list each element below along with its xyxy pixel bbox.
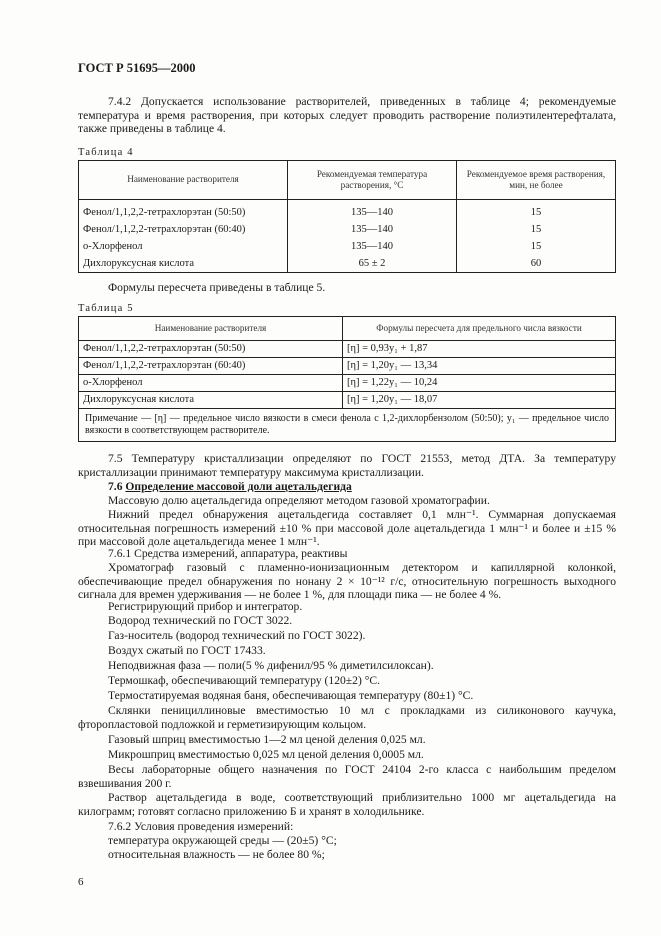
table-cell: [η] = 0,93y₁ + 1,87: [343, 341, 616, 358]
section-title: Определение массовой доли ацетальдегида: [125, 480, 352, 493]
table-cell: Фенол/1,1,2,2-тетрахлорэтан (50:50): [79, 341, 343, 358]
table-4-caption: Таблица 4: [78, 147, 134, 158]
table-note: Примечание — [η] — предельное число вязкости в смеси фенола с 1,2-дихлорбензолом (50:50); y₁ — предельное число вязкости в соответствующем растворителе.: [79, 409, 616, 442]
table-cell: [η] = 1,20y₁ — 18,07: [343, 392, 616, 409]
table-cell: Дихлоруксусная кислота: [79, 392, 343, 409]
paragraph: температура окружающей среды — (20±5) °С;: [108, 834, 337, 847]
table-cell: 65 ± 2: [288, 255, 457, 273]
table-cell: 135—140: [288, 221, 457, 238]
paragraph: Весы лабораторные общего назначения по ГОСТ 24104 2-го класса с наибольшим пределом взвешивания 200 г.: [78, 763, 616, 790]
table-cell: [η] = 1,20y₁ — 13,34: [343, 358, 616, 375]
paragraph: Водород технический по ГОСТ 3022.: [108, 614, 293, 627]
table-cell: о-Хлорфенол: [79, 375, 343, 392]
paragraph: Хроматограф газовый с пламенно-ионизационным детектором и капиллярной колонкой, обеспечивающие предел обнаружения по нонану 2 × 10⁻¹² г/с, относительную погрешность выходного сигнала для времен удерживания — не более 1 %, для площади пика — не более 4 %.: [78, 561, 616, 602]
table-header-cell: Формулы пересчета для предельного числа вязкости: [343, 317, 616, 341]
table-row: [79, 238, 616, 255]
paragraph: Газ-носитель (водород технический по ГОСТ 3022).: [108, 629, 366, 642]
paragraph: Массовую долю ацетальдегида определяют методом газовой хроматографии.: [108, 494, 490, 507]
table-row: [79, 358, 616, 375]
table-row: [79, 392, 616, 409]
table-cell: Фенол/1,1,2,2-тетрахлорэтан (50:50): [79, 200, 288, 222]
table-cell: 15: [457, 238, 616, 255]
table-cell: 15: [457, 200, 616, 222]
paragraph: Микрошприц вместимостью 0,025 мл ценой деления 0,0005 мл.: [108, 748, 424, 761]
table-5: [78, 316, 616, 442]
paragraph: Термошкаф, обеспечивающий температуру (120±2) °С.: [108, 674, 380, 687]
table-header-cell: Наименование растворителя: [79, 161, 288, 200]
paragraph-7-4-2: 7.4.2 Допускается использование растворителей, приведенных в таблице 4; рекомендуемые температура и время растворения, при которых следует проводить растворение полиэтилентерефталата, также приведены в таблице 4.: [78, 95, 616, 136]
section-number: 7.6: [108, 480, 123, 493]
paragraph: Воздух сжатый по ГОСТ 17433.: [108, 644, 266, 657]
paragraph: 7.6.2 Условия проведения измерений:: [108, 820, 294, 833]
paragraph: Нижний предел обнаружения ацетальдегида составляет 0,1 млн⁻¹. Суммарная допускаемая относительная погрешность измерений ±10 % при массовой доле ацетальдегида 1 млн⁻¹ и более и ±15 % при массовой доле ацетальдегида менее 1 млн⁻¹.: [78, 508, 616, 549]
paragraph: относительная влажность — не более 80 %;: [108, 848, 325, 861]
table-cell: 15: [457, 221, 616, 238]
paragraph: 7.6.1 Средства измерений, аппаратура, реактивы: [108, 547, 348, 560]
table-5-caption: Таблица 5: [78, 303, 134, 314]
paragraph-7-5: 7.5 Температуру кристаллизации определяют по ГОСТ 21553, метод ДТА. За температуру кристаллизации принимают температуру максимума кристаллизации.: [78, 452, 616, 479]
paragraph: Газовый шприц вместимостью 1—2 мл ценой деления 0,025 мл.: [108, 733, 426, 746]
table-row: [79, 200, 616, 222]
paragraph: Раствор ацетальдегида в воде, соответствующий приблизительно 1000 мг ацетальдегида на килограмм; готовят согласно приложению Б и хранят в холодильнике.: [78, 791, 616, 818]
table-row: [79, 375, 616, 392]
table-cell: Фенол/1,1,2,2-тетрахлорэтан (60:40): [79, 221, 288, 238]
paragraph: Склянки пенициллиновые вместимостью 10 мл с прокладками из силиконового каучука, фторопластовой подложкой и герметизирующим кольцом.: [78, 704, 616, 731]
table-cell: Фенол/1,1,2,2-тетрахлорэтан (60:40): [79, 358, 343, 375]
page-number: 6: [78, 876, 84, 888]
table-header-row: [79, 161, 616, 200]
paragraph: Неподвижная фаза — поли(5 % дифенил/95 % диметилсилоксан).: [108, 659, 434, 672]
table-row: [79, 341, 616, 358]
table-header-cell: Наименование растворителя: [79, 317, 343, 341]
table-cell: [η] = 1,22y₁ — 10,24: [343, 375, 616, 392]
table-header-cell: Рекомендуемая температура растворения, °С: [288, 161, 457, 200]
table-header-row: [79, 317, 616, 341]
table-4: [78, 160, 616, 273]
table-note-row: [79, 409, 616, 442]
table-cell: Дихлоруксусная кислота: [79, 255, 288, 273]
document-header: ГОСТ Р 51695—2000: [78, 61, 196, 75]
table-cell: 60: [457, 255, 616, 273]
table-cell: о-Хлорфенол: [79, 238, 288, 255]
table-row: [79, 255, 616, 273]
table-cell: 135—140: [288, 200, 457, 222]
table-row: [79, 221, 616, 238]
table-header-cell: Рекомендуемое время растворения, мин, не более: [457, 161, 616, 200]
table-cell: 135—140: [288, 238, 457, 255]
paragraph: Термостатируемая водяная баня, обеспечивающая температуру (80±1) °С.: [108, 689, 474, 702]
paragraph: Регистрирующий прибор и интегратор.: [108, 600, 303, 613]
paragraph-formulas: Формулы пересчета приведены в таблице 5.: [108, 281, 326, 294]
section-7-6-heading: [78, 480, 616, 494]
